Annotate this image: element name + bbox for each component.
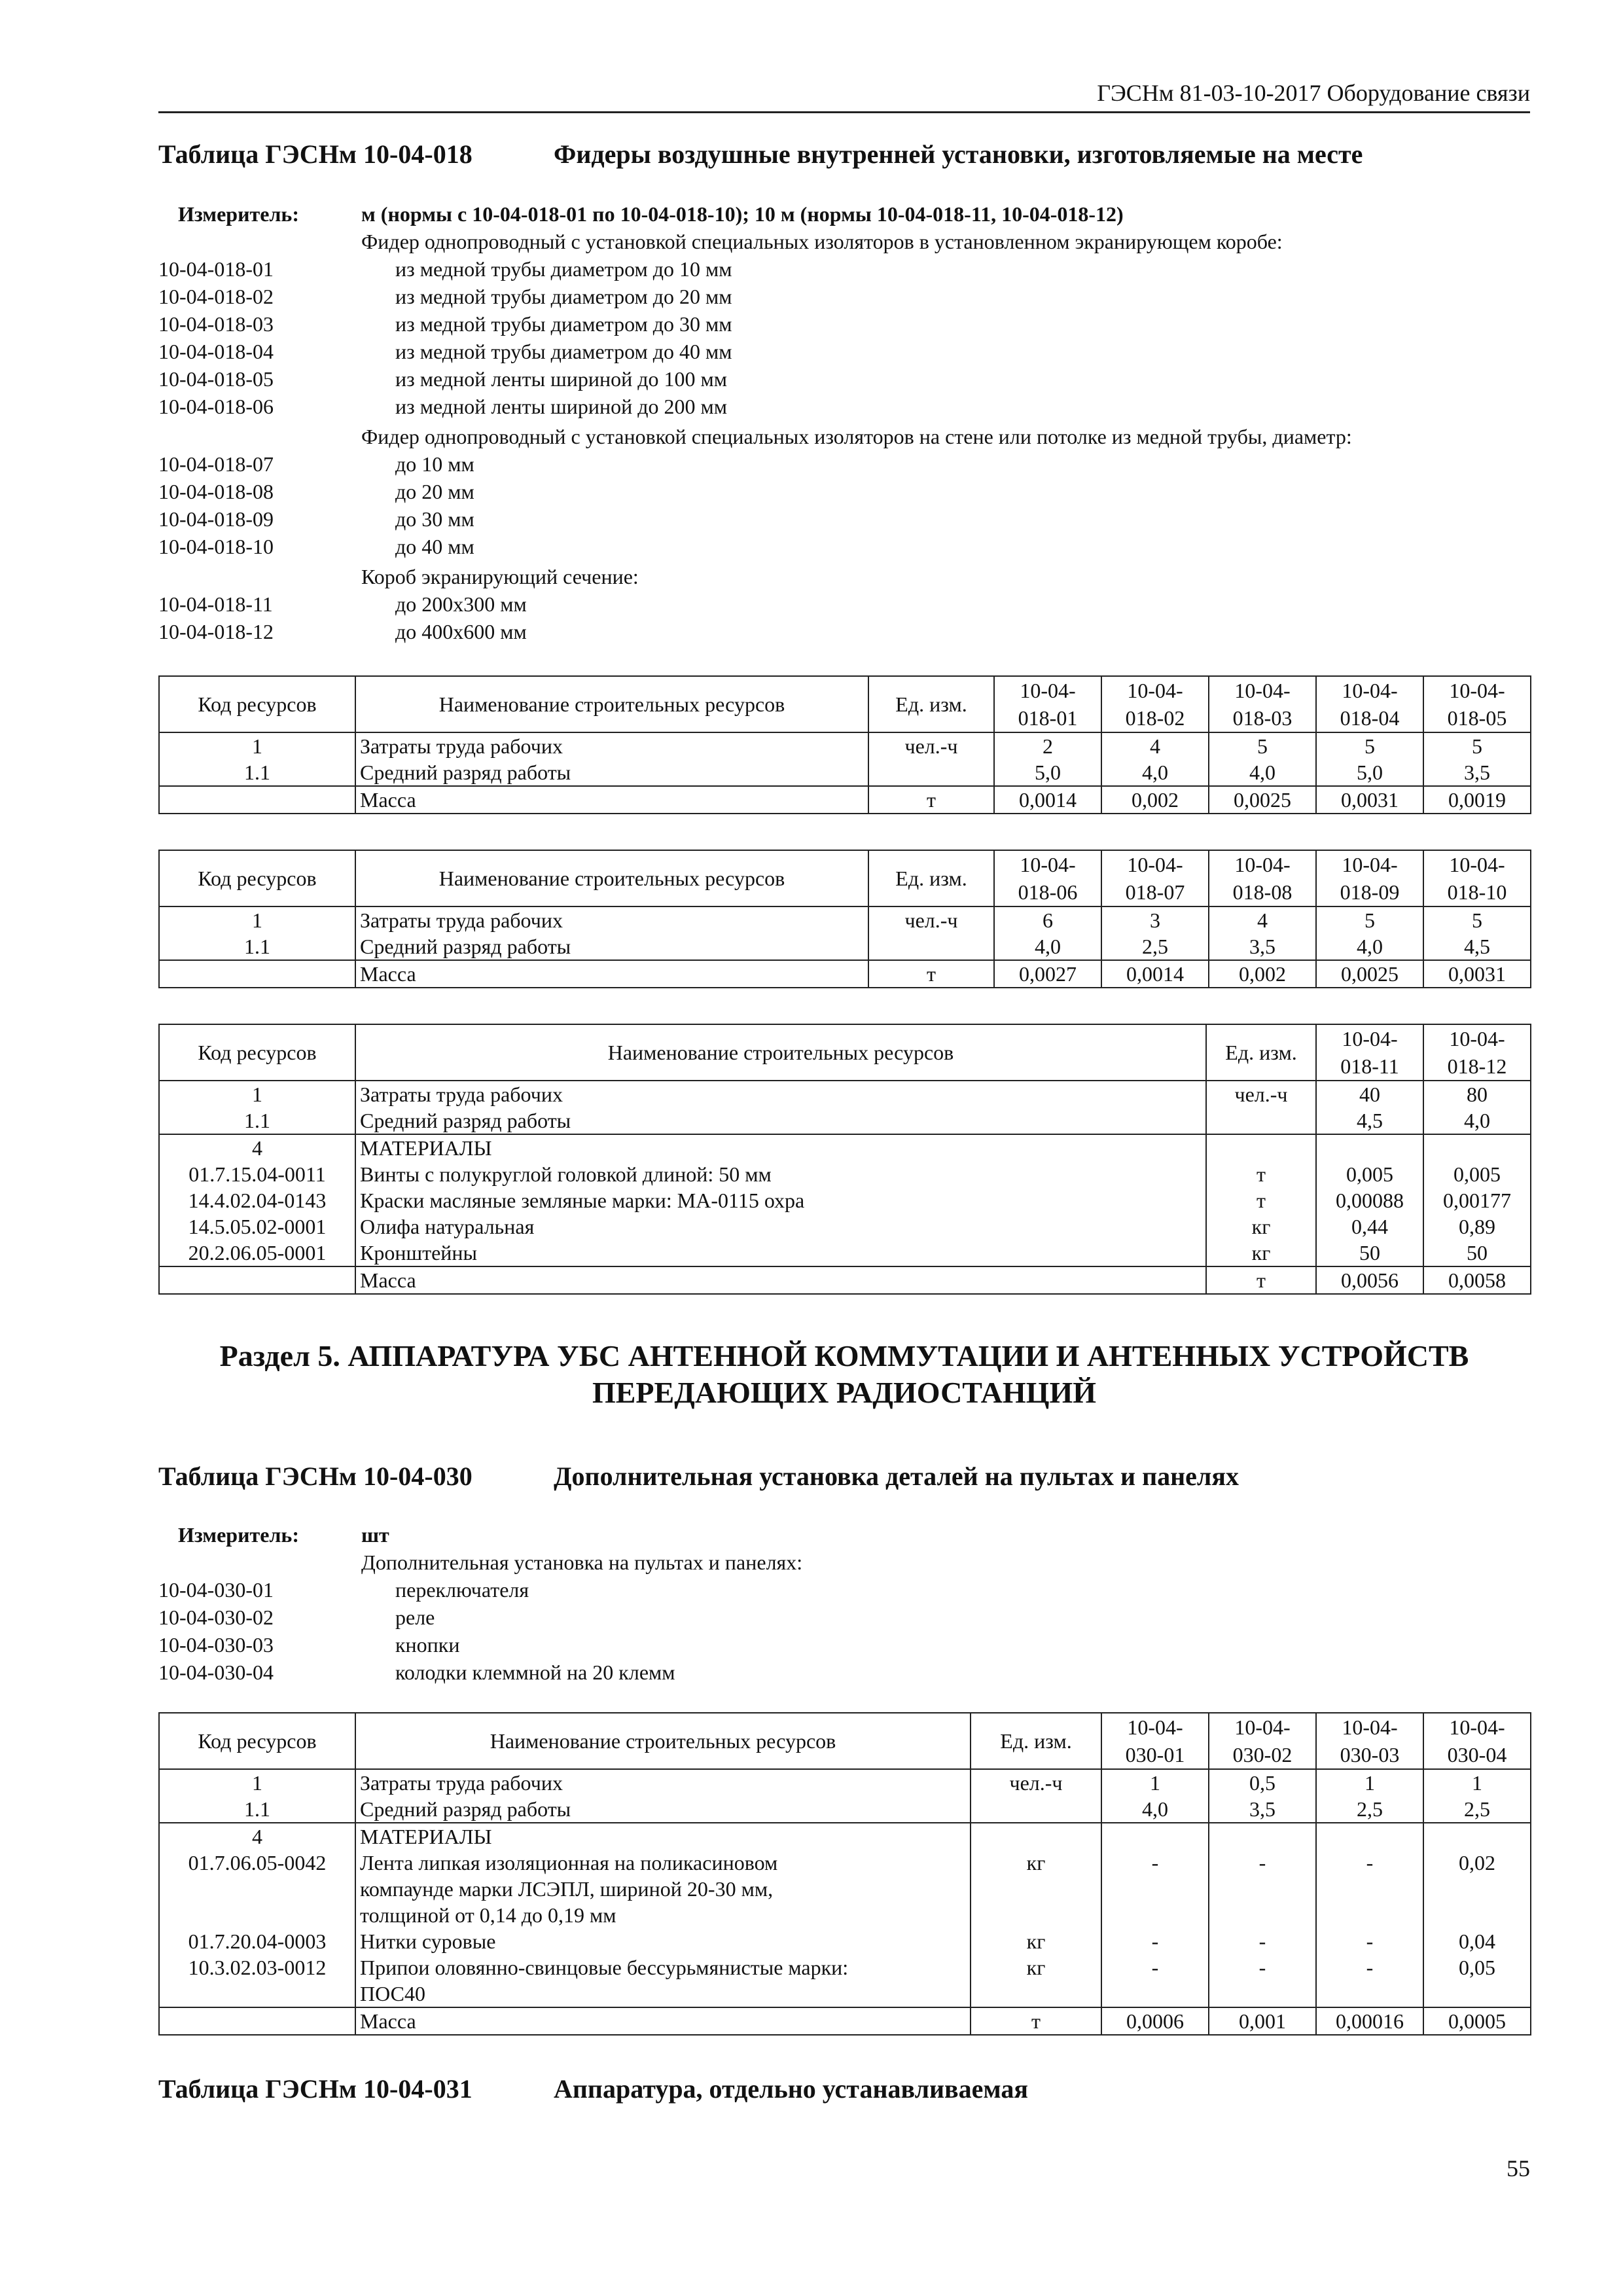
- norm-head-b: 018-03: [1232, 706, 1293, 730]
- norm-head-b: 030-03: [1340, 1743, 1400, 1767]
- norm-desc: до 30 мм: [395, 507, 474, 531]
- cell-value: 5: [1423, 732, 1531, 759]
- cell-value: -: [1209, 1928, 1316, 1954]
- cell-value: 2,5: [1316, 1796, 1423, 1823]
- norm-desc: до 10 мм: [395, 452, 474, 476]
- table-030-measure-value: шт: [361, 1523, 389, 1547]
- norm-desc: до 20 мм: [395, 480, 474, 503]
- norm-desc: до 40 мм: [395, 535, 474, 558]
- norm-head-a: 10-04-: [1020, 853, 1076, 876]
- cell-value: 4,0: [1423, 1107, 1531, 1134]
- cell-unit: т: [868, 960, 994, 988]
- norm-desc: колодки клеммной на 20 клемм: [395, 1660, 675, 1684]
- cell-code: 4: [159, 1134, 355, 1161]
- col-header-norm: [1316, 1713, 1423, 1769]
- col-header-code: Код ресурсов: [159, 1024, 355, 1081]
- col-header-code: Код ресурсов: [159, 1713, 355, 1769]
- cell-value: 0,0025: [1316, 960, 1423, 988]
- cell-code: 20.2.06.05-0001: [159, 1240, 355, 1266]
- table-row: [159, 1769, 1531, 1796]
- cell-value: 80: [1423, 1081, 1531, 1107]
- cell-unit: чел.-ч: [971, 1769, 1101, 1796]
- cell-name: МАТЕРИАЛЫ: [355, 1134, 1206, 1161]
- norm-head-a: 10-04-: [1449, 1715, 1505, 1739]
- cell-name: Средний разряд работы: [355, 759, 868, 786]
- cell-value: 2,5: [1423, 1796, 1531, 1823]
- cell-value: 5: [1316, 732, 1423, 759]
- cell-value: 5,0: [1316, 759, 1423, 786]
- cell-name: Затраты труда рабочих: [355, 906, 868, 933]
- cell-value: 0,0019: [1423, 786, 1531, 814]
- table-row-mass: [159, 786, 1531, 814]
- table-row-section: [159, 1823, 1531, 1850]
- table-row: [159, 1187, 1531, 1213]
- cell-value: 2,5: [1101, 933, 1209, 960]
- cell-unit: т: [868, 786, 994, 814]
- cell-unit: кг: [971, 1928, 1101, 1954]
- cell-unit: чел.-ч: [1206, 1081, 1316, 1107]
- cell-value: 1: [1316, 1769, 1423, 1796]
- col-header-code: Код ресурсов: [159, 850, 355, 906]
- cell-value: 0,005: [1316, 1161, 1423, 1187]
- table-row: [159, 1928, 1531, 1954]
- cell-name-line: Лента липкая изоляционная на поликасиновом: [360, 1851, 778, 1874]
- cell-value: 0,0006: [1101, 2007, 1209, 2035]
- cell-value: 4,5: [1316, 1107, 1423, 1134]
- table-header-row: [159, 850, 1531, 906]
- cell-value: 4: [1209, 906, 1316, 933]
- resource-table-018-01-05: [158, 675, 1531, 814]
- norm-code: 10-04-018-11: [158, 592, 273, 616]
- cell-value: 0,0014: [1101, 960, 1209, 988]
- cell-value: [1316, 1134, 1423, 1161]
- norm-head-b: 018-07: [1125, 880, 1185, 904]
- cell-unit: чел.-ч: [868, 732, 994, 759]
- cell-code: 1: [159, 906, 355, 933]
- norm-code: 10-04-030-02: [158, 1605, 274, 1629]
- norm-code: 10-04-018-06: [158, 395, 274, 418]
- cell-value: 0,00177: [1423, 1187, 1531, 1213]
- page-number: 55: [1507, 2155, 1530, 2181]
- norm-desc: переключателя: [395, 1578, 529, 1602]
- cell-value: 0,002: [1209, 960, 1316, 988]
- cell-value: 0,00016: [1316, 2007, 1423, 2035]
- cell-value: 6: [994, 906, 1101, 933]
- cell-value: 0,44: [1316, 1213, 1423, 1240]
- table-018-group-2: Фидер однопроводный с установкой специальных изоляторов на стене или потолке из медной трубы, диаметр:: [361, 425, 1352, 448]
- norm-head-b: 018-04: [1340, 706, 1400, 730]
- cell-code: 1: [159, 1769, 355, 1796]
- norm-desc: до 200x300 мм: [395, 592, 527, 616]
- cell-code: [159, 2007, 355, 2035]
- norm-head-a: 10-04-: [1342, 853, 1398, 876]
- table-row: [159, 1081, 1531, 1107]
- resource-table-018-06-10: [158, 850, 1531, 988]
- cell-value: 0,5: [1209, 1769, 1316, 1796]
- section-5-title-line-1: Раздел 5. АППАРАТУРА УБС АНТЕННОЙ КОММУТАЦИИ И АНТЕННЫХ УСТРОЙСТВ: [219, 1339, 1469, 1372]
- cell-unit: [971, 1796, 1101, 1823]
- cell-unit: [868, 933, 994, 960]
- norm-head-b: 018-12: [1447, 1054, 1507, 1078]
- norm-code: 10-04-018-09: [158, 507, 274, 531]
- norm-head-a: 10-04-: [1342, 1027, 1398, 1050]
- cell-name: Средний разряд работы: [355, 933, 868, 960]
- norm-head-a: 10-04-: [1449, 853, 1505, 876]
- table-018-measure-label: Измеритель:: [178, 202, 299, 226]
- norm-head-a: 10-04-: [1234, 1715, 1291, 1739]
- cell-code: 10.3.02.03-0012: [159, 1954, 355, 2007]
- norm-head-b: 030-01: [1125, 1743, 1185, 1767]
- cell-code: [159, 786, 355, 814]
- cell-value: 50: [1316, 1240, 1423, 1266]
- cell-name: Затраты труда рабочих: [355, 732, 868, 759]
- table-row-section: [159, 1134, 1531, 1161]
- cell-unit: т: [971, 2007, 1101, 2035]
- norm-desc: кнопки: [395, 1633, 460, 1657]
- cell-unit: т: [1206, 1187, 1316, 1213]
- cell-unit: [1206, 1134, 1316, 1161]
- cell-name-line: толщиной от 0,14 до 0,19 мм: [360, 1903, 616, 1927]
- norm-head-b: 018-06: [1018, 880, 1078, 904]
- cell-value: 0,0056: [1316, 1266, 1423, 1294]
- cell-name: МАТЕРИАЛЫ: [355, 1823, 971, 1850]
- cell-value: [1423, 1823, 1531, 1850]
- cell-value: 5: [1423, 906, 1531, 933]
- table-018-name: Фидеры воздушные внутренней установки, изготовляемые на месте: [554, 139, 1363, 169]
- cell-unit: кг: [1206, 1213, 1316, 1240]
- table-030-title: [158, 1461, 1239, 1492]
- norm-head-a: 10-04-: [1342, 679, 1398, 702]
- cell-value: -: [1316, 1954, 1423, 2007]
- norm-head-a: 10-04-: [1127, 1715, 1183, 1739]
- table-031-number: Таблица ГЭСНм 10-04-031: [158, 2074, 473, 2104]
- cell-unit: [1206, 1107, 1316, 1134]
- norm-head-b: 018-01: [1018, 706, 1078, 730]
- cell-code: 1: [159, 1081, 355, 1107]
- cell-value: 4,0: [1101, 759, 1209, 786]
- norm-desc: из медной трубы диаметром до 40 мм: [395, 340, 732, 363]
- norm-code: 10-04-018-04: [158, 340, 274, 363]
- cell-value: 0,89: [1423, 1213, 1531, 1240]
- table-030-name: Дополнительная установка деталей на пультах и панелях: [554, 1462, 1240, 1491]
- cell-value: 0,0027: [994, 960, 1101, 988]
- table-018-group-1: Фидер однопроводный с установкой специальных изоляторов в установленном экранирующем коробе:: [361, 230, 1283, 253]
- norm-code: 10-04-018-07: [158, 452, 274, 476]
- col-header-norm: [1101, 676, 1209, 732]
- cell-value: 4: [1101, 732, 1209, 759]
- cell-name: Масса: [355, 960, 868, 988]
- norm-head-b: 018-09: [1340, 880, 1400, 904]
- col-header-unit: Ед. изм.: [868, 850, 994, 906]
- cell-value: 0,05: [1423, 1954, 1531, 2007]
- norm-head-a: 10-04-: [1127, 679, 1183, 702]
- norm-head-b: 018-10: [1447, 880, 1507, 904]
- col-header-name: Наименование строительных ресурсов: [355, 1713, 971, 1769]
- cell-value: 4,0: [1209, 759, 1316, 786]
- table-row: [159, 732, 1531, 759]
- col-header-norm: [1423, 1024, 1531, 1081]
- table-row-mass: [159, 2007, 1531, 2035]
- cell-value: 0,0014: [994, 786, 1101, 814]
- norm-code: 10-04-018-01: [158, 257, 274, 281]
- cell-code: 01.7.20.04-0003: [159, 1928, 355, 1954]
- cell-value: 0,00088: [1316, 1187, 1423, 1213]
- table-018-title: [158, 139, 1363, 170]
- table-031-name: Аппаратура, отдельно устанавливаемая: [554, 2074, 1029, 2104]
- table-header-row: [159, 1024, 1531, 1081]
- col-header-norm: [1209, 850, 1316, 906]
- cell-name-line: компаунде марки ЛСЭПЛ, шириной 20-30 мм,: [360, 1877, 774, 1901]
- col-header-unit: Ед. изм.: [1206, 1024, 1316, 1081]
- cell-name-line: Припои оловянно-свинцовые бессурьмянистые марки:: [360, 1956, 849, 1979]
- table-header-row: [159, 676, 1531, 732]
- table-031-title: [158, 2073, 1028, 2104]
- cell-value: 0,0031: [1423, 960, 1531, 988]
- norm-code: 10-04-018-02: [158, 285, 274, 308]
- norm-head-b: 030-04: [1447, 1743, 1507, 1767]
- col-header-unit: Ед. изм.: [971, 1713, 1101, 1769]
- table-row-mass: [159, 1266, 1531, 1294]
- norm-code: 10-04-030-03: [158, 1633, 274, 1657]
- cell-value: 40: [1316, 1081, 1423, 1107]
- cell-value: 3: [1101, 906, 1209, 933]
- cell-name: Средний разряд работы: [355, 1107, 1206, 1134]
- table-row: [159, 1161, 1531, 1187]
- col-header-norm: [1423, 850, 1531, 906]
- col-header-norm: [1423, 1713, 1531, 1769]
- cell-name: Кронштейны: [355, 1240, 1206, 1266]
- cell-value: 0,0005: [1423, 2007, 1531, 2035]
- cell-code: 01.7.15.04-0011: [159, 1161, 355, 1187]
- cell-code: [159, 1266, 355, 1294]
- cell-name-line: ПОС40: [360, 1982, 425, 2005]
- cell-value: -: [1101, 1928, 1209, 1954]
- norm-head-a: 10-04-: [1234, 679, 1291, 702]
- col-header-norm: [994, 676, 1101, 732]
- cell-value: 1: [1423, 1769, 1531, 1796]
- table-row: [159, 906, 1531, 933]
- cell-code: 1: [159, 732, 355, 759]
- table-row: [159, 1954, 1531, 2007]
- cell-unit: чел.-ч: [868, 906, 994, 933]
- norm-code: 10-04-030-04: [158, 1660, 274, 1684]
- cell-name: [355, 1850, 971, 1928]
- cell-code: 4: [159, 1823, 355, 1850]
- running-header: [158, 77, 1530, 113]
- cell-unit: т: [1206, 1266, 1316, 1294]
- col-header-code: Код ресурсов: [159, 676, 355, 732]
- col-header-norm: [1316, 1024, 1423, 1081]
- cell-unit: кг: [971, 1850, 1101, 1928]
- cell-value: 50: [1423, 1240, 1531, 1266]
- cell-value: 1: [1101, 1769, 1209, 1796]
- cell-name: Винты с полукруглой головкой длиной: 50 мм: [355, 1161, 1206, 1187]
- cell-value: 3,5: [1209, 1796, 1316, 1823]
- resource-table-030: [158, 1712, 1531, 2036]
- col-header-name: Наименование строительных ресурсов: [355, 850, 868, 906]
- col-header-norm: [1209, 676, 1316, 732]
- cell-value: 0,04: [1423, 1928, 1531, 1954]
- cell-value: 0,005: [1423, 1161, 1531, 1187]
- resource-table-018-11-12: [158, 1024, 1531, 1295]
- cell-unit: кг: [971, 1954, 1101, 2007]
- cell-name: Масса: [355, 2007, 971, 2035]
- norm-head-a: 10-04-: [1020, 679, 1076, 702]
- cell-value: 0,001: [1209, 2007, 1316, 2035]
- norm-code: 10-04-018-08: [158, 480, 274, 503]
- cell-name: Краски масляные земляные марки: МА-0115 охра: [355, 1187, 1206, 1213]
- norm-desc: до 400x600 мм: [395, 620, 527, 643]
- cell-value: 4,0: [994, 933, 1101, 960]
- norm-desc: из медной ленты шириной до 200 мм: [395, 395, 728, 418]
- table-018-measure-value: м (нормы с 10-04-018-01 по 10-04-018-10); 10 м (нормы 10-04-018-11, 10-04-018-12): [361, 202, 1124, 226]
- col-header-norm: [1101, 850, 1209, 906]
- norm-head-b: 018-05: [1447, 706, 1507, 730]
- col-header-name: Наименование строительных ресурсов: [355, 676, 868, 732]
- cell-unit: кг: [1206, 1240, 1316, 1266]
- col-header-norm: [1316, 676, 1423, 732]
- cell-value: [1209, 1823, 1316, 1850]
- table-018-group-3: Короб экранирующий сечение:: [361, 565, 639, 588]
- cell-value: 5: [1316, 906, 1423, 933]
- norm-head-a: 10-04-: [1449, 679, 1505, 702]
- section-5-title: [158, 1338, 1530, 1411]
- cell-code: 1.1: [159, 933, 355, 960]
- cell-value: 5: [1209, 732, 1316, 759]
- col-header-unit: Ед. изм.: [868, 676, 994, 732]
- cell-value: 3,5: [1209, 933, 1316, 960]
- cell-unit: [971, 1823, 1101, 1850]
- cell-value: 4,0: [1101, 1796, 1209, 1823]
- cell-name: Масса: [355, 786, 868, 814]
- cell-value: -: [1209, 1850, 1316, 1928]
- norm-head-a: 10-04-: [1342, 1715, 1398, 1739]
- table-row: [159, 1213, 1531, 1240]
- table-018-number: Таблица ГЭСНм 10-04-018: [158, 139, 473, 169]
- cell-value: [1316, 1823, 1423, 1850]
- table-row: [159, 933, 1531, 960]
- cell-value: [1101, 1823, 1209, 1850]
- cell-code: 01.7.06.05-0042: [159, 1850, 355, 1928]
- cell-name: Нитки суровые: [355, 1928, 971, 1954]
- norm-head-b: 018-11: [1340, 1054, 1399, 1078]
- norm-desc: из медной трубы диаметром до 30 мм: [395, 312, 732, 336]
- cell-name: Масса: [355, 1266, 1206, 1294]
- col-header-norm: [1209, 1713, 1316, 1769]
- norm-head-a: 10-04-: [1127, 853, 1183, 876]
- cell-value: 0,02: [1423, 1850, 1531, 1928]
- norm-desc: реле: [395, 1605, 435, 1629]
- col-header-name: Наименование строительных ресурсов: [355, 1024, 1206, 1081]
- cell-code: 14.4.02.04-0143: [159, 1187, 355, 1213]
- col-header-norm: [1101, 1713, 1209, 1769]
- table-030-group-1: Дополнительная установка на пультах и панелях:: [361, 1551, 803, 1574]
- table-row: [159, 1240, 1531, 1266]
- norm-head-b: 018-02: [1125, 706, 1185, 730]
- table-row: [159, 1107, 1531, 1134]
- cell-code: 14.5.05.02-0001: [159, 1213, 355, 1240]
- cell-code: 1.1: [159, 1796, 355, 1823]
- norm-code: 10-04-018-10: [158, 535, 274, 558]
- table-row: [159, 759, 1531, 786]
- norm-desc: из медной трубы диаметром до 20 мм: [395, 285, 732, 308]
- cell-name: Затраты труда рабочих: [355, 1769, 971, 1796]
- table-row-mass: [159, 960, 1531, 988]
- col-header-norm: [1423, 676, 1531, 732]
- section-5-title-line-2: ПЕРЕДАЮЩИХ РАДИОСТАНЦИЙ: [592, 1376, 1097, 1409]
- col-header-norm: [1316, 850, 1423, 906]
- norm-head-a: 10-04-: [1449, 1027, 1505, 1050]
- cell-code: 1.1: [159, 759, 355, 786]
- cell-value: 0,0031: [1316, 786, 1423, 814]
- col-header-norm: [994, 850, 1101, 906]
- norm-desc: из медной трубы диаметром до 10 мм: [395, 257, 732, 281]
- cell-value: [1423, 1134, 1531, 1161]
- cell-value: 0,0025: [1209, 786, 1316, 814]
- table-030-measure-label: Измеритель:: [178, 1523, 299, 1547]
- cell-unit: т: [1206, 1161, 1316, 1187]
- cell-value: 5,0: [994, 759, 1101, 786]
- cell-name: Олифа натуральная: [355, 1213, 1206, 1240]
- table-row: [159, 1850, 1531, 1928]
- cell-value: 2: [994, 732, 1101, 759]
- cell-value: 0,0058: [1423, 1266, 1531, 1294]
- cell-name: Средний разряд работы: [355, 1796, 971, 1823]
- table-row: [159, 1796, 1531, 1823]
- cell-value: -: [1101, 1850, 1209, 1928]
- cell-value: -: [1316, 1928, 1423, 1954]
- norm-head-b: 030-02: [1232, 1743, 1293, 1767]
- cell-value: 4,0: [1316, 933, 1423, 960]
- cell-unit: [868, 759, 994, 786]
- cell-value: 3,5: [1423, 759, 1531, 786]
- cell-value: -: [1316, 1850, 1423, 1928]
- running-title: ГЭСНм 81-03-10-2017 Оборудование связи: [1097, 80, 1530, 106]
- cell-value: 0,002: [1101, 786, 1209, 814]
- norm-code: 10-04-018-05: [158, 367, 274, 391]
- cell-value: -: [1209, 1954, 1316, 2007]
- norm-code: 10-04-030-01: [158, 1578, 274, 1602]
- cell-value: -: [1101, 1954, 1209, 2007]
- cell-name: [355, 1954, 971, 2007]
- table-030-number: Таблица ГЭСНм 10-04-030: [158, 1462, 473, 1491]
- norm-head-a: 10-04-: [1234, 853, 1291, 876]
- cell-code: 1.1: [159, 1107, 355, 1134]
- cell-name: Затраты труда рабочих: [355, 1081, 1206, 1107]
- norm-head-b: 018-08: [1232, 880, 1293, 904]
- norm-code: 10-04-018-12: [158, 620, 274, 643]
- cell-code: [159, 960, 355, 988]
- cell-value: 4,5: [1423, 933, 1531, 960]
- table-header-row: [159, 1713, 1531, 1769]
- norm-code: 10-04-018-03: [158, 312, 274, 336]
- norm-desc: из медной ленты шириной до 100 мм: [395, 367, 728, 391]
